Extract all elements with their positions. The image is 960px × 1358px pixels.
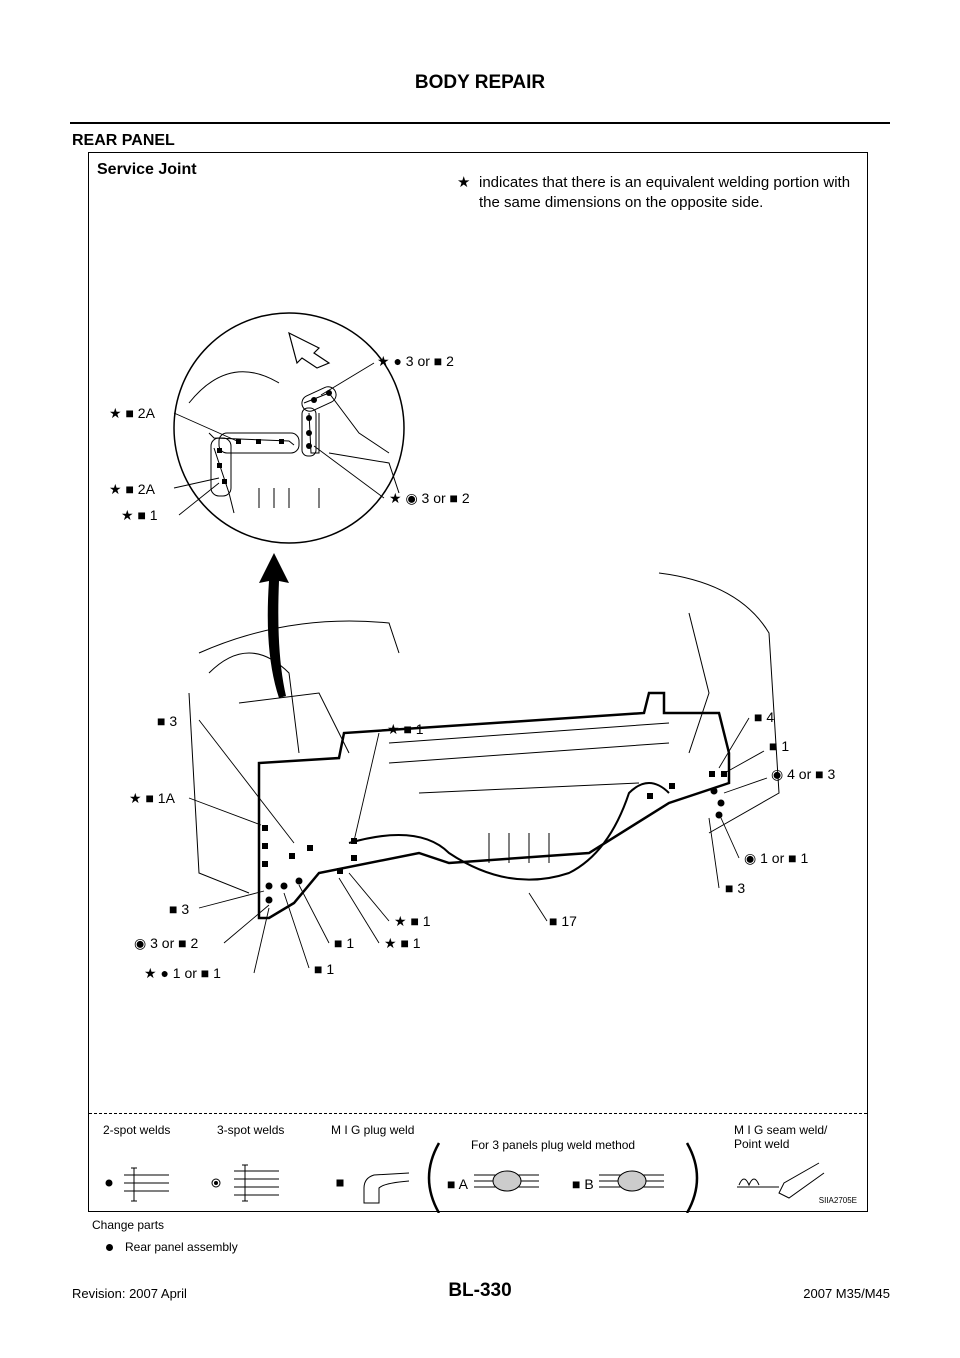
figure-note-text: indicates that there is an equivalent welding portion with the same dimensions on the opposite side. (479, 174, 851, 211)
rear-panel-lower-edge (349, 783, 669, 880)
callout-14: ■ 3 (169, 901, 190, 917)
star-icon: ★ (457, 174, 471, 191)
legend-three-panels: For 3 panels plug weld method (471, 1138, 636, 1152)
legend-three-spot: 3-spot welds (217, 1123, 285, 1137)
detail-lines (189, 372, 399, 513)
two-spot-weld-icon (124, 1168, 169, 1201)
right-paren-icon (687, 1143, 697, 1213)
callout-11: ★ ■ 1A (129, 790, 175, 806)
footer-revision: Revision: 2007 April (72, 1286, 187, 1301)
callout-19: ★ ■ 1 (384, 935, 421, 951)
left-paren-icon (429, 1143, 439, 1213)
callout-18: ■ 1 (334, 935, 355, 951)
three-panel-b-icon (599, 1171, 664, 1191)
change-parts-item (106, 1240, 238, 1254)
callout-17: ◉ 3 or ■ 2 (134, 935, 199, 951)
legend-b-label: ■ B (572, 1176, 594, 1192)
change-parts-item-text: Rear panel assembly (125, 1240, 238, 1254)
callout-1: ★ ● 3 or ■ 2 (377, 353, 454, 369)
bullet-dot-icon (106, 1244, 113, 1251)
three-panel-a-icon (474, 1171, 539, 1191)
header-rule (70, 122, 890, 124)
figure-code: SIIA2705E (818, 1196, 857, 1205)
callout-21: ■ 1 (314, 961, 335, 977)
rear-panel-outline (259, 693, 729, 918)
leader-lines (174, 363, 767, 973)
callout-3: ★ ■ 2A (109, 481, 155, 497)
mig-seam-weld-icon (737, 1179, 779, 1187)
zoom-arrow-icon (259, 553, 289, 698)
footer-model: 2007 M35/M45 (803, 1286, 890, 1301)
mig-plug-square-icon (337, 1180, 343, 1186)
page-header-title: BODY REPAIR (414, 72, 546, 93)
legend-two-spot: 2-spot welds (103, 1123, 171, 1137)
legend-symbols (89, 1113, 869, 1213)
callout-6: ■ 3 (157, 713, 178, 729)
callout-10: ◉ 4 or ■ 3 (771, 766, 836, 782)
callout-13: ■ 3 (725, 880, 746, 896)
front-arrow-icon (289, 333, 329, 368)
service-joint-figure (88, 152, 868, 1212)
callout-7: ★ ■ 1 (387, 721, 424, 737)
callout-12: ◉ 1 or ■ 1 (744, 850, 809, 866)
mig-seam-torch-icon (779, 1163, 824, 1198)
rear-panel-weld-marks (262, 771, 727, 904)
mig-plug-torch-icon (364, 1173, 409, 1203)
detail-weld-marks (217, 390, 332, 484)
callout-9: ■ 1 (769, 738, 790, 754)
legend-mig-seam: M I G seam weld/ Point weld (734, 1123, 828, 1151)
callout-20: ★ ● 1 or ■ 1 (144, 965, 221, 981)
callout-16: ■ 17 (549, 913, 577, 929)
callout-15: ★ ■ 1 (394, 913, 431, 929)
legend-a-label: ■ A (447, 1176, 468, 1192)
callout-5: ★ ◉ 3 or ■ 2 (389, 490, 470, 506)
callout-8: ■ 4 (754, 709, 775, 725)
three-spot-weld-icon (234, 1165, 279, 1201)
change-parts-label: Change parts (92, 1218, 165, 1232)
figure-title: Service Joint (97, 161, 197, 178)
callout-2: ★ ■ 2A (109, 405, 155, 421)
legend-mig-plug: M I G plug weld (331, 1123, 415, 1137)
footer-page-number: BL-330 (448, 1280, 512, 1301)
section-title: REAR PANEL (72, 132, 175, 149)
callout-4: ★ ■ 1 (121, 507, 158, 523)
two-spot-dot-icon (106, 1180, 112, 1186)
